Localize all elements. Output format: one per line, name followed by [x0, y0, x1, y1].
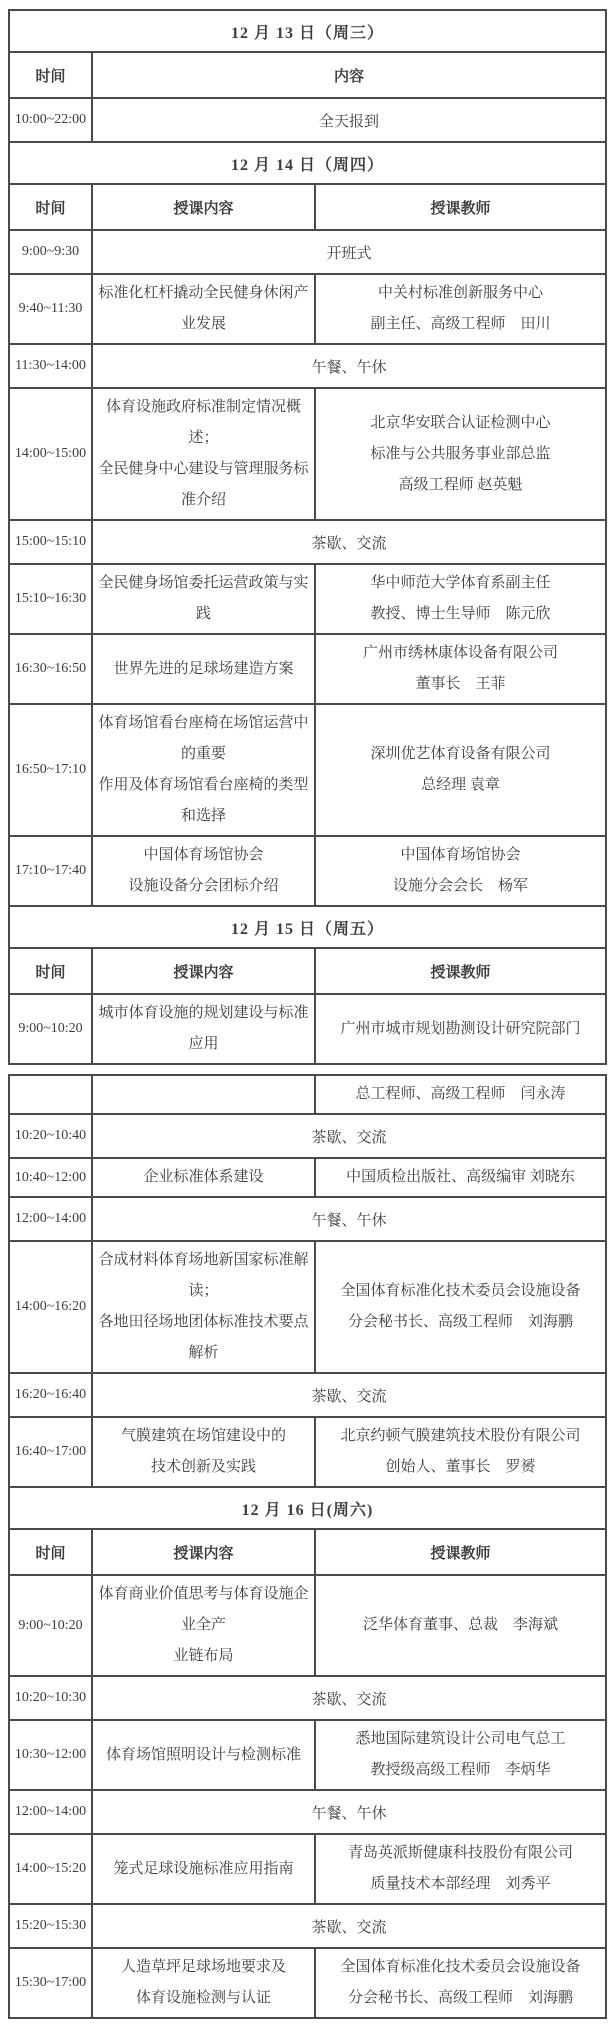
table-row [9, 10, 606, 52]
teacher-cell [315, 1575, 606, 1676]
teacher-cell [315, 1417, 606, 1487]
table-row [9, 634, 606, 704]
cell-text-line: 中关村标准创新服务中心 [378, 285, 544, 301]
activity-cell: 茶歇、交流 [92, 1373, 606, 1417]
column-header-course-content: 授课内容 [92, 948, 315, 994]
column-header-content: 内容 [92, 52, 606, 98]
cell-text-line: 技术创新及实践 [150, 1459, 256, 1475]
table-row [9, 948, 606, 994]
cell-text-line: 作用及体育场馆看台座椅的类型和选择 [98, 777, 309, 824]
time-cell: 16:40~17:00 [9, 1417, 92, 1487]
cell-text-line: 广州市绣林康体设备有限公司 [363, 645, 559, 661]
table-row [9, 344, 606, 388]
cell-text-line: 中国质检出版社、高级编审 刘晓东 [346, 1169, 575, 1185]
cell-text-line: 设施设备分会团标介绍 [128, 878, 279, 894]
activity-cell: 茶歇、交流 [92, 520, 606, 564]
cell-text-line: 泛华体育董事、总裁 李海斌 [362, 1617, 558, 1633]
cell-text-line: 悉地国际建筑设计公司电气总工 [355, 1731, 566, 1747]
content-cell [92, 274, 315, 344]
table-row [9, 1529, 606, 1575]
cell-text-line: 华中师范大学体育系副主任 [370, 575, 551, 591]
schedule-tables-container [8, 9, 605, 2019]
time-cell: 10:40~12:00 [9, 1158, 92, 1197]
cell-text-line: 体育场馆照明设计与检测标准 [105, 1746, 301, 1763]
teacher-cell [315, 1720, 606, 1790]
activity-cell: 全天报到 [92, 98, 606, 142]
table-row [9, 274, 606, 344]
activity-cell: 茶歇、交流 [92, 1904, 606, 1948]
teacher-cell [315, 1834, 606, 1904]
cell-text-line: 城市体育设施的规划建设与标准应用 [98, 1005, 309, 1052]
time-cell: 16:20~16:40 [9, 1373, 92, 1417]
cell-text-line: 业链布局 [173, 1648, 234, 1664]
teacher-cell [315, 388, 606, 520]
table-row [9, 388, 606, 520]
time-cell: 14:00~16:20 [9, 1241, 92, 1373]
table-row [9, 98, 606, 142]
cell-text-line: 标准与公共服务事业部总监 [370, 445, 551, 462]
time-cell: 9:40~11:30 [9, 274, 92, 344]
date-header: 12 月 16 日(周六) [9, 1487, 606, 1529]
cell-text-line: 世界先进的足球场建造方案 [113, 660, 294, 677]
cell-text-line: 体育商业价值思考与体育设施企业全产 [98, 1586, 309, 1633]
cell-text-line: 气膜建筑在场馆建设中的 [120, 1428, 286, 1444]
cell-text-line: 人造草坪足球场地要求及 [120, 1959, 286, 1975]
cell-text-line: 设施分会会长 杨军 [393, 878, 529, 894]
content-cell [92, 564, 315, 634]
content-cell [92, 1241, 315, 1373]
time-cell: 17:10~17:40 [9, 836, 92, 906]
schedule-table-2 [8, 1074, 607, 2019]
content-cell [92, 1575, 315, 1676]
cell-text-line: 全民健身中心建设与管理服务标准介绍 [98, 461, 309, 508]
table-row [9, 1373, 606, 1417]
cell-text-line: 北京华安联合认证检测中心 [370, 414, 551, 431]
content-cell [92, 1720, 315, 1790]
table-row [9, 1720, 606, 1790]
time-cell: 15:20~15:30 [9, 1904, 92, 1948]
column-header-time: 时间 [9, 184, 92, 230]
table-row [9, 1676, 606, 1720]
teacher-cell [315, 704, 606, 836]
time-cell: 12:00~14:00 [9, 1197, 92, 1241]
table-row [9, 836, 606, 906]
cell-text-line: 董事长 王菲 [415, 676, 506, 692]
time-cell: 9:00~10:20 [9, 994, 92, 1064]
time-cell: 10:00~22:00 [9, 98, 92, 142]
table-row [9, 1575, 606, 1676]
time-cell: 10:30~12:00 [9, 1720, 92, 1790]
table-row [9, 1197, 606, 1241]
cell-text-line: 体育设施政府标准制定情况概述； [105, 399, 301, 446]
table-row [9, 1114, 606, 1158]
cell-text-line: 质量技术本部经理 刘秀平 [370, 1876, 551, 1892]
cell-text-line: 总工程师、高级工程师 闫永涛 [355, 1086, 566, 1102]
cell-text-line: 广州市城市规划勘测设计研究院部门 [340, 1020, 581, 1037]
content-cell [92, 388, 315, 520]
cell-text-line: 体育设施检测与认证 [135, 1990, 271, 2006]
cell-text-line: 教授、博士生导师 陈元欣 [370, 606, 551, 622]
table-row [9, 1075, 606, 1114]
time-cell: 9:00~9:30 [9, 230, 92, 274]
content-cell [92, 1948, 315, 2018]
table-row [9, 184, 606, 230]
column-header-time: 时间 [9, 948, 92, 994]
cell-text-line: 北京约顿气膜建筑技术股份有限公司 [340, 1428, 581, 1444]
cell-text-line: 青岛英派斯健康科技股份有限公司 [347, 1845, 573, 1861]
cell-text-line: 全国体育标准化技术委员会设施设备 [340, 1959, 581, 1975]
cell-text-line: 高级工程师 赵英魁 [398, 476, 523, 493]
table-row [9, 520, 606, 564]
column-header-course-content: 授课内容 [92, 1529, 315, 1575]
column-header-course-content: 授课内容 [92, 184, 315, 230]
schedule-table-1 [8, 9, 607, 1065]
column-header-course-teacher: 授课教师 [315, 184, 606, 230]
teacher-cell [315, 1241, 606, 1373]
date-header: 12 月 14 日（周四） [9, 142, 606, 184]
column-header-course-teacher: 授课教师 [315, 1529, 606, 1575]
column-header-time: 时间 [9, 1529, 92, 1575]
cell-text-line: 副主任、高级工程师 田川 [370, 316, 551, 332]
cell-text-line: 教授级高级工程师 李炳华 [370, 1762, 551, 1778]
content-cell [92, 1417, 315, 1487]
cell-text-line: 体育场馆看台座椅在场馆运营中的重要 [98, 715, 309, 762]
time-cell: 10:20~10:40 [9, 1114, 92, 1158]
time-cell [9, 1075, 92, 1114]
cell-text-line: 笼式足球设施标准应用指南 [113, 1860, 294, 1877]
content-cell [92, 836, 315, 906]
cell-text-line: 深圳优艺体育设备有限公司 [370, 746, 551, 762]
teacher-cell [315, 1075, 606, 1114]
table-row [9, 52, 606, 98]
table-row [9, 564, 606, 634]
date-header: 12 月 15 日（周五） [9, 906, 606, 948]
time-cell: 9:00~10:20 [9, 1575, 92, 1676]
table-row [9, 1241, 606, 1373]
teacher-cell [315, 274, 606, 344]
cell-text-line: 总经理 袁章 [421, 777, 500, 793]
content-cell [92, 1158, 315, 1197]
teacher-cell [315, 634, 606, 704]
cell-text-line: 创始人、董事长 罗赟 [385, 1459, 536, 1475]
teacher-cell [315, 836, 606, 906]
activity-cell: 开班式 [92, 230, 606, 274]
activity-cell: 午餐、午休 [92, 344, 606, 388]
content-cell [92, 704, 315, 836]
table-row [9, 704, 606, 836]
cell-text-line: 分会秘书长、高级工程师 刘海鹏 [347, 1990, 573, 2006]
table-row [9, 142, 606, 184]
cell-text-line: 分会秘书长、高级工程师 刘海鹏 [347, 1314, 573, 1330]
table-row [9, 1904, 606, 1948]
table-row [9, 230, 606, 274]
teacher-cell [315, 994, 606, 1064]
time-cell: 12:00~14:00 [9, 1790, 92, 1834]
time-cell: 16:30~16:50 [9, 634, 92, 704]
table-row [9, 1417, 606, 1487]
time-cell: 14:00~15:00 [9, 388, 92, 520]
table-row [9, 1834, 606, 1904]
content-cell [92, 1075, 315, 1114]
column-header-course-teacher: 授课教师 [315, 948, 606, 994]
teacher-cell [315, 1948, 606, 2018]
content-cell [92, 1834, 315, 1904]
table-row [9, 1487, 606, 1529]
time-cell: 14:00~15:20 [9, 1834, 92, 1904]
table-row [9, 906, 606, 948]
cell-text-line: 各地田径场地团体标准技术要点解析 [98, 1314, 309, 1361]
table-row [9, 1158, 606, 1197]
cell-text-line: 企业标准体系建设 [143, 1169, 264, 1185]
cell-text-line: 全国体育标准化技术委员会设施设备 [340, 1283, 581, 1299]
time-cell: 16:50~17:10 [9, 704, 92, 836]
activity-cell: 茶歇、交流 [92, 1676, 606, 1720]
activity-cell: 午餐、午休 [92, 1197, 606, 1241]
table-row [9, 1948, 606, 2018]
table-row [9, 994, 606, 1064]
time-cell: 15:30~17:00 [9, 1948, 92, 2018]
time-cell: 11:30~14:00 [9, 344, 92, 388]
cell-text-line: 标准化杠杆撬动全民健身休闲产业发展 [98, 285, 309, 332]
table-row [9, 1790, 606, 1834]
time-cell: 10:20~10:30 [9, 1676, 92, 1720]
content-cell [92, 994, 315, 1064]
content-cell [92, 634, 315, 704]
activity-cell: 茶歇、交流 [92, 1114, 606, 1158]
date-header: 12 月 13 日（周三） [9, 10, 606, 52]
time-cell: 15:00~15:10 [9, 520, 92, 564]
cell-text-line: 全民健身场馆委托运营政策与实践 [98, 575, 309, 622]
cell-text-line: 合成材料体育场地新国家标准解读； [98, 1252, 309, 1299]
teacher-cell [315, 564, 606, 634]
cell-text-line: 中国体育场馆协会 [400, 847, 521, 863]
column-header-time: 时间 [9, 52, 92, 98]
cell-text-line: 中国体育场馆协会 [143, 847, 264, 863]
teacher-cell [315, 1158, 606, 1197]
activity-cell: 午餐、午休 [92, 1790, 606, 1834]
time-cell: 15:10~16:30 [9, 564, 92, 634]
